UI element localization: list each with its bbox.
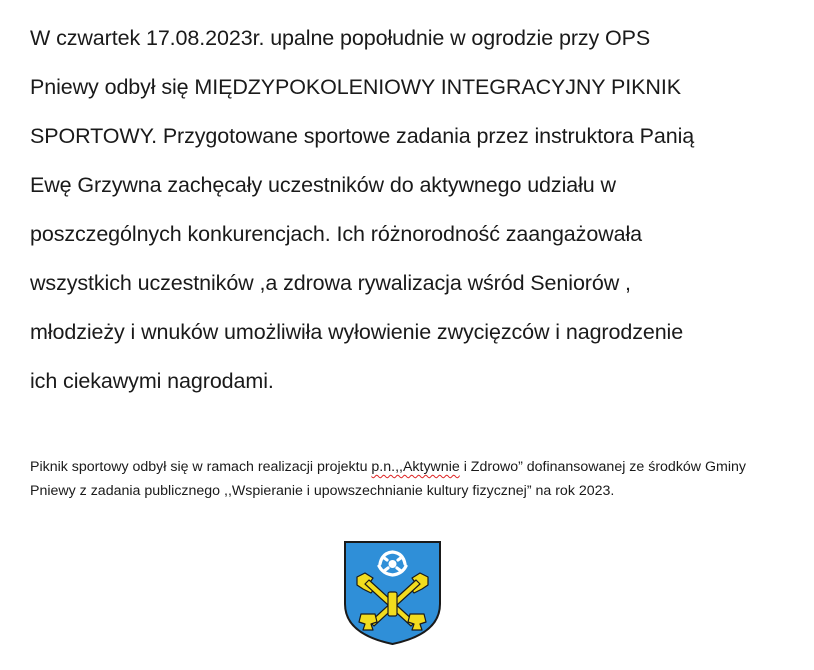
main-line: wszystkich uczestników ,a zdrowa rywalizacja wśród Seniorów ,: [30, 271, 631, 295]
spellcheck-flagged-word: p.n.,,Aktywnie: [371, 459, 460, 475]
funding-note-text: Piknik sportowy odbył się w ramach realizacji projektu: [30, 459, 372, 475]
main-line: W czwartek 17.08.2023r. upalne popołudnie w ogrodzie przy OPS: [30, 26, 651, 50]
main-line: Pniewy odbył się MIĘDZYPOKOLENIOWY INTEGRACYJNY PIKNIK: [30, 75, 681, 99]
main-line: ich ciekawymi nagrodami.: [30, 369, 274, 393]
main-line: poszczególnych konkurencjach. Ich różnorodność zaangażowała: [30, 222, 642, 246]
main-line: Ewę Grzywna zachęcały uczestników do aktywnego udziału w: [30, 173, 616, 197]
wreath-center: [389, 560, 397, 568]
main-line: SPORTOWY. Przygotowane sportowe zadania przez instruktora Panią: [30, 124, 695, 148]
funding-note-text: i Zdrowo” dofinansowanej ze środków Gminy Pniewy z zadania publicznego ,,Wspieranie i upowszechnianie kultury fizycznej” na rok 2023.: [30, 459, 746, 499]
funding-note: [30, 455, 790, 503]
main-paragraph: [30, 14, 800, 406]
main-line: młodzieży i wnuków umożliwiła wyłowienie zwycięzców i nagrodzenie: [30, 320, 684, 344]
coat-of-arms-icon: [343, 540, 442, 646]
